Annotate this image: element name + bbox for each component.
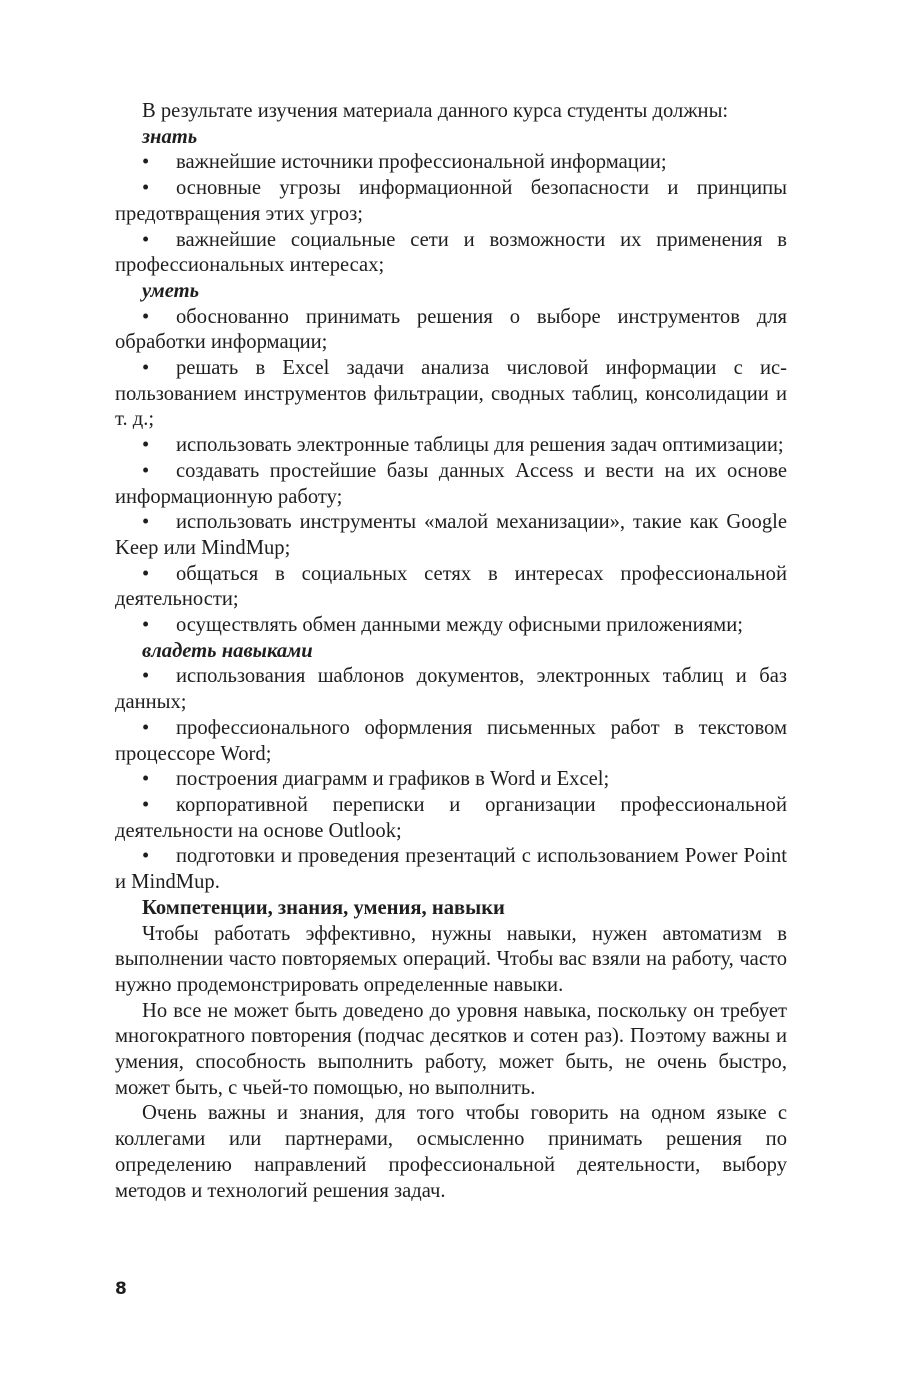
body-paragraph: Чтобы работать эффективно, нужны навыки, нужен автоматизм в выполнении часто повторяемых операций. Чтобы вас взяли на работу, часто нужно продемонстрировать определенные навыки. — [115, 922, 787, 996]
list-item: • общаться в социальных сетях в интересах профессиональной деятельности; — [115, 562, 787, 611]
bullet-icon: • — [142, 459, 150, 482]
bullet-icon: • — [142, 562, 150, 585]
bullet-icon: • — [142, 716, 150, 739]
list-item: • построения диаграмм и графиков в Word и Excel; — [115, 767, 787, 793]
list-item: • осуществлять обмен данными между офисными приложениями; — [115, 613, 787, 639]
list-item: • использовать инструменты «малой механизации», такие как Google Keep или MindMup; — [115, 511, 787, 559]
page-number: 8 — [115, 1279, 127, 1299]
list-item: • важнейшие социальные сети и возможности их применения в профессиональных интересах; — [115, 228, 787, 277]
bullet-icon: • — [142, 434, 150, 457]
bullet-icon: • — [142, 614, 150, 637]
bullet-icon: • — [142, 305, 150, 328]
list-item: • использования шаблонов документов, электронных таблиц и баз данных; — [115, 665, 787, 714]
list-item: • корпоративной переписки и организации профессиональной деятельности на основе Outlook; — [115, 793, 787, 842]
list-item: • основные угрозы информационной безопасности и принципы предотвращения этих угроз; — [115, 177, 787, 225]
section-heading-can: уметь — [142, 279, 200, 302]
section-heading-know: знать — [142, 125, 198, 148]
section-heading-skills: владеть навыками — [142, 639, 313, 662]
body-paragraph: Очень важны и знания, для того чтобы говорить на одном языке с коллегами или партнерами, осмысленно принимать решения по определению направлений профессиональной деятельности, выбору методов и технологий решения задач. — [115, 1102, 787, 1202]
competencies-heading: Компетенции, знания, умения, навыки — [142, 896, 505, 919]
bullet-icon: • — [142, 177, 150, 200]
list-item: • решать в Excel задачи анализа числовой информации с использованием инструментов фильтрации, сводных таблиц, консолидации и т. д.; — [115, 357, 787, 431]
list-item: • создавать простейшие базы данных Access и вести на их основе информационную работу; — [115, 459, 787, 508]
bullet-icon: • — [142, 357, 150, 380]
list-item: • подготовки и проведения презентаций с использованием Power Point и MindMup. — [115, 845, 787, 894]
bullet-icon: • — [142, 665, 150, 688]
bullet-icon: • — [142, 511, 150, 534]
bullet-icon: • — [142, 793, 150, 816]
page-body — [115, 99, 787, 1204]
bullet-icon: • — [142, 151, 150, 174]
list-item: • профессионального оформления письменных работ в текстовом процессоре Word; — [115, 716, 787, 765]
body-paragraph: Но все не может быть доведено до уровня навыка, поскольку он требует многократного повторения (подчас десятков и сотен раз). Поэтому важны и умения, способность выполнить работу, может быть, не очень быстро, может быть, с чьей-то помощью, но выполнить. — [115, 999, 787, 1099]
bullet-icon: • — [142, 845, 150, 868]
bullet-icon: • — [142, 768, 150, 791]
list-item: • использовать электронные таблицы для решения задач оптимизации; — [115, 433, 787, 459]
bullet-icon: • — [142, 228, 150, 251]
list-item: • обоснованно принимать решения о выборе инструментов для обработки информации; — [115, 305, 787, 354]
intro-paragraph: В результате изучения материала данного курса студенты должны: — [142, 100, 729, 122]
list-item: • важнейшие источники профессиональной информации; — [115, 150, 787, 176]
